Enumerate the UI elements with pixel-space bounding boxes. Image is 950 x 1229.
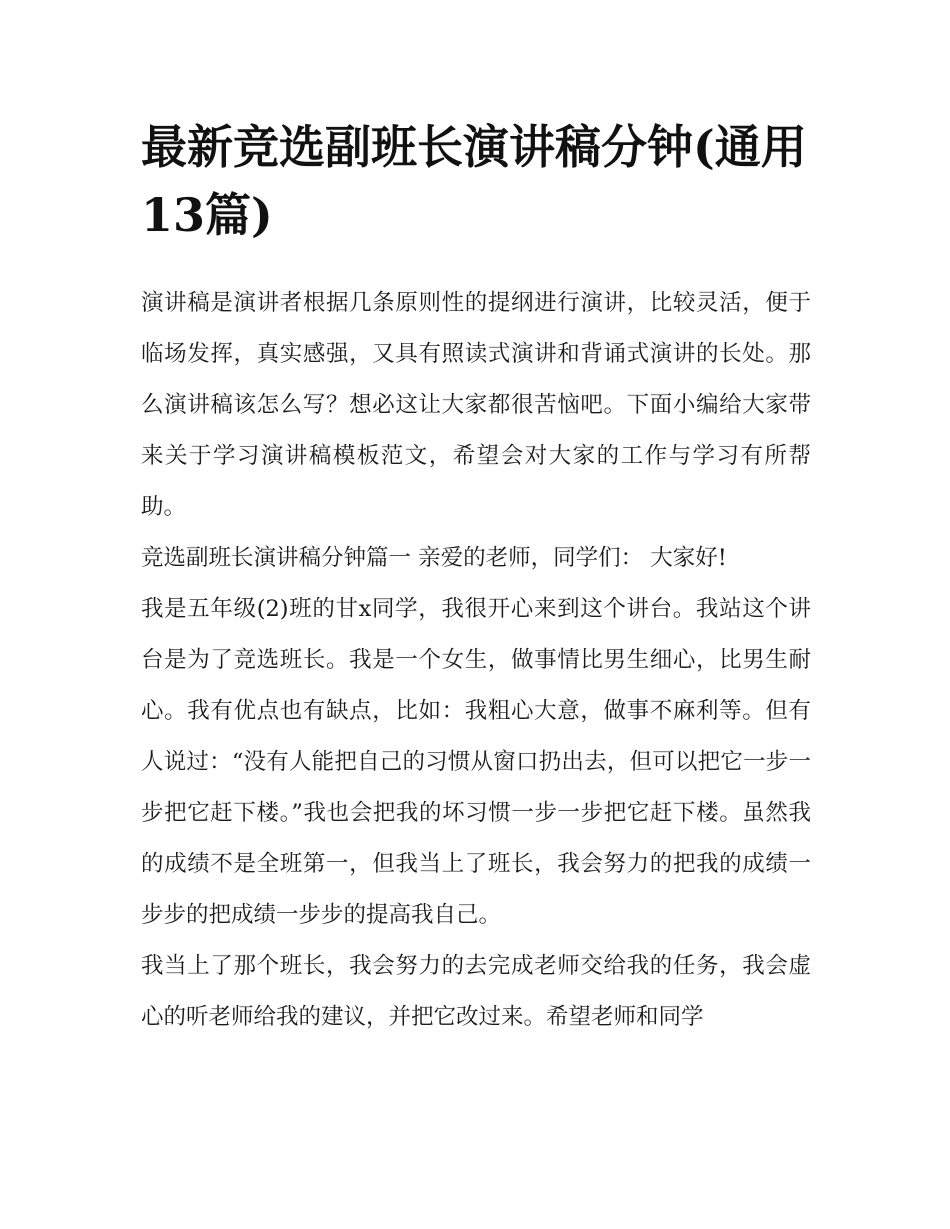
speech-heading-paragraph: 竞选副班长演讲稿分钟篇一 亲爱的老师，同学们： 大家好! <box>141 545 727 571</box>
intro-paragraph: 演讲稿是演讲者根据几条原则性的提纲进行演讲，比较灵活，便于临场发挥，真实感强，又具有照读式演讲和背诵式演讲的长处。那么演讲稿该怎么写？想必这让大家都很苦恼吧。下面小编给大家带来关于学习演讲稿模板范文，希望会对大家的工作与学习有所帮助。 <box>141 290 811 520</box>
speech-paragraph: 我是五年级(2)班的甘x同学，我很开心来到这个讲台。我站这个讲台是为了竞选班长。我是一个女生，做事情比男生细心，比男生耐心。我有优点也有缺点，比如：我粗心大意，做事不麻利等。但有人说过：“没有人能把自己的习惯从窗口扔出去，但可以把它一步一步把它赶下楼。”我也会把我的坏习惯一步一步把它赶下楼。虽然我的成绩不是全班第一，但我当上了班长，我会努力的把我的成绩一步步的把成绩一步步的提高我自己。 <box>141 596 811 928</box>
speech-paragraph: 我当上了那个班长，我会努力的去完成老师交给我的任务，我会虚心的听老师给我的建议，并把它改过来。希望老师和同学 <box>141 953 811 1030</box>
document-title: 最新竞选副班长演讲稿分钟(通用13篇) <box>141 120 807 242</box>
document-body <box>141 278 811 1043</box>
